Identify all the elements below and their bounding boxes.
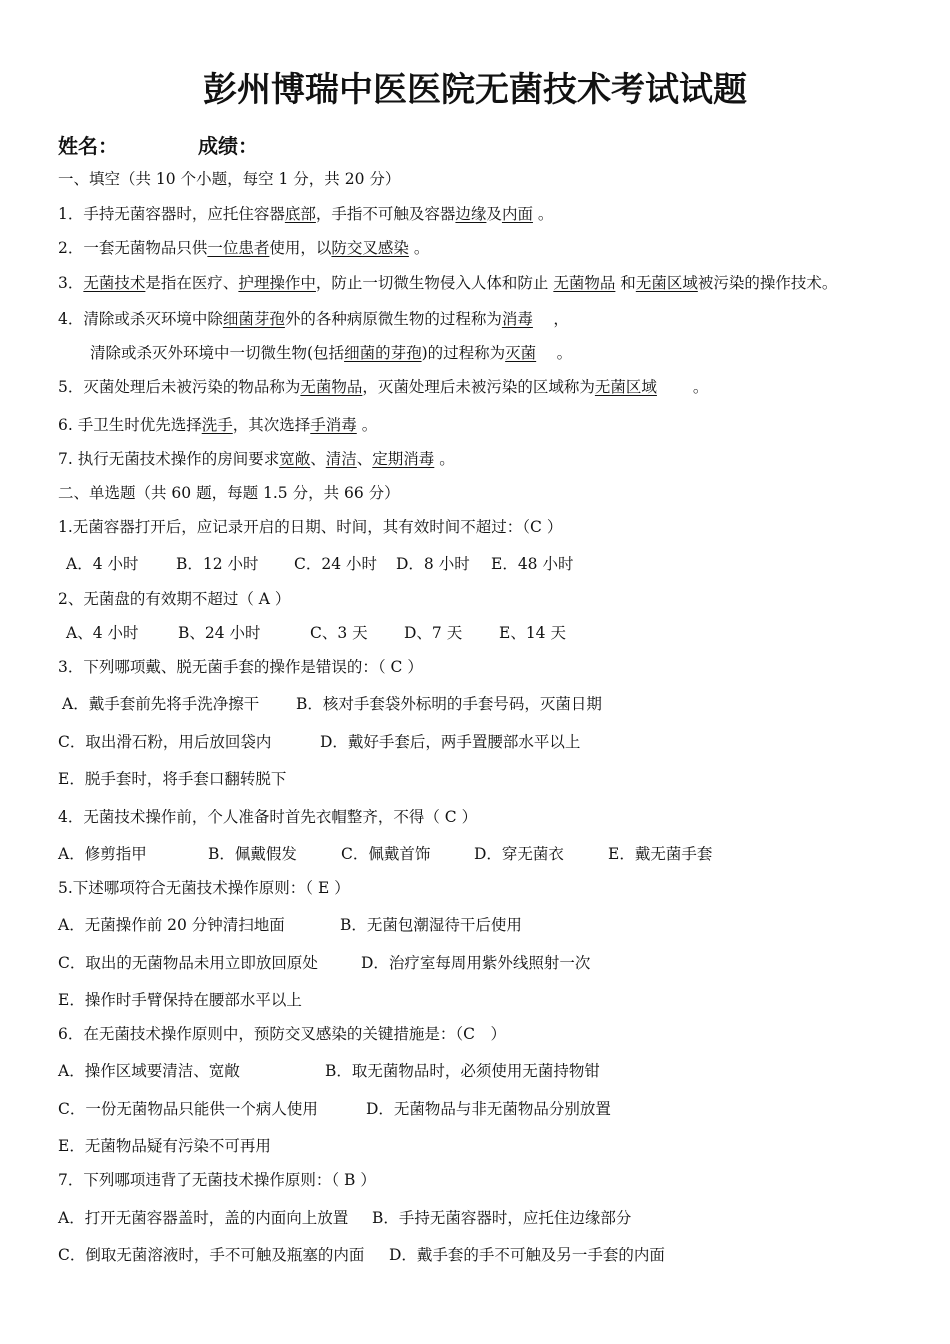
option: D、7 天 — [404, 624, 463, 642]
answer: 宽敞 — [279, 450, 311, 468]
score-label: 成绩： — [198, 134, 258, 158]
choice-question-7-options-1 — [58, 1207, 631, 1229]
answer: 无菌区域 — [594, 378, 657, 396]
answer: 无菌物品 — [553, 274, 616, 292]
answer: 边缘 — [455, 205, 487, 223]
option: D．无菌物品与非无菌物品分别放置 — [366, 1100, 611, 1118]
option: A．4 小时 — [66, 555, 139, 573]
option: C．24 小时 — [294, 555, 378, 573]
option: A．操作区域要清洁、宽敞 — [58, 1062, 240, 1080]
option: B．核对手套袋外标明的手套号码，灭菌日期 — [296, 695, 602, 713]
fill-question-1: 1．手持无菌容器时，应托住容器底部，手指不可触及容器边缘及内面 。 — [58, 205, 554, 223]
choice-question-2-options — [66, 622, 566, 644]
option: C．佩戴首饰 — [341, 845, 431, 863]
fill-question-4: 4．清除或杀灭环境中除细菌芽孢外的各种病原微生物的过程称为消毒 ， — [58, 310, 569, 328]
answer: 手消毒 — [310, 416, 357, 434]
choice-question-6-options-1 — [58, 1060, 600, 1082]
answer: 细菌芽孢 — [222, 310, 285, 328]
option: C．取出滑石粉，用后放回袋内 — [58, 733, 272, 751]
option: E、14 天 — [499, 624, 566, 642]
answer: 细菌的芽孢 — [344, 344, 422, 362]
answer: 消毒 — [501, 310, 533, 328]
fill-question-7: 7. 执行无菌技术操作的房间要求宽敞、清洁、定期消毒 。 — [58, 450, 455, 468]
answer: 无菌区域 — [635, 274, 698, 292]
answer: 无菌技术 — [83, 274, 146, 292]
option: B．佩戴假发 — [208, 845, 297, 863]
choice-question-5-options-2 — [58, 952, 590, 974]
choice-question-5-options-3: E．操作时手臂保持在腰部水平以上 — [58, 991, 302, 1009]
option: A．无菌操作前 20 分钟清扫地面 — [58, 916, 285, 934]
fill-question-2: 2．一套无菌物品只供一位患者使用，以防交叉感染 。 — [58, 239, 430, 257]
choice-question-6: 6．在无菌技术操作原则中，预防交叉感染的关键措施是：（C ） — [58, 1025, 506, 1043]
option: A．修剪指甲 — [58, 845, 147, 863]
option: B．无菌包潮湿待干后使用 — [340, 916, 522, 934]
option: D．戴好手套后，两手置腰部水平以上 — [320, 733, 581, 751]
answer: 灭菌 — [505, 344, 537, 362]
option: B．取无菌物品时，必须使用无菌持物钳 — [325, 1062, 600, 1080]
answer: 底部 — [284, 205, 316, 223]
option: E．48 小时 — [491, 555, 574, 573]
choice-question-3-options-2 — [58, 731, 580, 753]
option: C．倒取无菌溶液时，手不可触及瓶塞的内面 — [58, 1246, 365, 1264]
option: A、4 小时 — [66, 624, 139, 642]
choice-question-6-options-2 — [58, 1098, 611, 1120]
choice-question-5: 5.下述哪项符合无菌技术操作原则：（ E ） — [58, 879, 350, 897]
answer: 无菌物品 — [300, 378, 363, 396]
fill-question-4-part-2: 清除或杀灭外环境中一切微生物(包括细菌的芽孢)的过程称为灭菌 。 — [90, 344, 573, 362]
option: C、3 天 — [310, 624, 368, 642]
choice-question-4-options — [58, 843, 712, 865]
option: A．打开无菌容器盖时，盖的内面向上放置 — [58, 1209, 349, 1227]
fill-question-3: 3．无菌技术是指在医疗、护理操作中，防止一切微生物侵入人体和防止 无菌物品 和无菌区域被污染的操作技术。 — [58, 274, 838, 292]
option: C．一份无菌物品只能供一个病人使用 — [58, 1100, 318, 1118]
option: D．8 小时 — [396, 555, 470, 573]
option: A．戴手套前先将手洗净擦干 — [62, 695, 260, 713]
exam-title: 彭州博瑞中医医院无菌技术考试试题 — [203, 70, 747, 110]
option: B、24 小时 — [178, 624, 261, 642]
answer: 防交叉感染 — [331, 239, 409, 257]
answer: 护理操作中 — [238, 274, 316, 292]
choice-question-3-options-3: E．脱手套时，将手套口翻转脱下 — [58, 770, 287, 788]
name-score-bar — [58, 130, 258, 159]
name-label: 姓名： — [58, 134, 118, 158]
answer: 一位患者 — [207, 239, 270, 257]
option: B．12 小时 — [176, 555, 259, 573]
choice-question-5-options-1 — [58, 914, 522, 936]
section1-heading: 一、填空（共 10 个小题，每空 1 分，共 20 分） — [58, 170, 401, 188]
choice-question-1-options — [66, 553, 573, 575]
choice-question-4: 4．无菌技术操作前，个人准备时首先衣帽整齐，不得（ C ） — [58, 808, 478, 826]
option: D．穿无菌衣 — [474, 845, 564, 863]
choice-question-7-options-2 — [58, 1244, 665, 1266]
choice-question-2: 2、无菌盘的有效期不超过（ A ） — [58, 590, 291, 608]
answer: 洗手 — [201, 416, 233, 434]
choice-question-3: 3．下列哪项戴、脱无菌手套的操作是错误的：（ C ） — [58, 658, 423, 676]
fill-question-6: 6. 手卫生时优先选择洗手，其次选择手消毒 。 — [58, 416, 378, 434]
section2-heading: 二、单选题（共 60 题，每题 1.5 分，共 66 分） — [58, 484, 400, 502]
option: C．取出的无菌物品未用立即放回原处 — [58, 954, 318, 972]
option: B．手持无菌容器时，应托住边缘部分 — [372, 1209, 632, 1227]
option: D．治疗室每周用紫外线照射一次 — [361, 954, 591, 972]
answer: 清洁 — [325, 450, 357, 468]
option: D．戴手套的手不可触及另一手套的内面 — [389, 1246, 665, 1264]
answer: 内面 — [501, 205, 533, 223]
choice-question-7: 7．下列哪项违背了无菌技术操作原则：（ B ） — [58, 1171, 376, 1189]
option: E．戴无菌手套 — [608, 845, 713, 863]
choice-question-6-options-3: E．无菌物品疑有污染不可再用 — [58, 1137, 271, 1155]
fill-question-5: 5．灭菌处理后未被污染的物品称为无菌物品，灭菌处理后未被污染的区域称为无菌区域 。 — [58, 378, 709, 396]
choice-question-1: 1.无菌容器打开后，应记录开启的日期、时间，其有效时间不超过：（C ） — [58, 518, 563, 536]
choice-question-3-options-1 — [62, 693, 602, 715]
answer: 定期消毒 — [372, 450, 435, 468]
